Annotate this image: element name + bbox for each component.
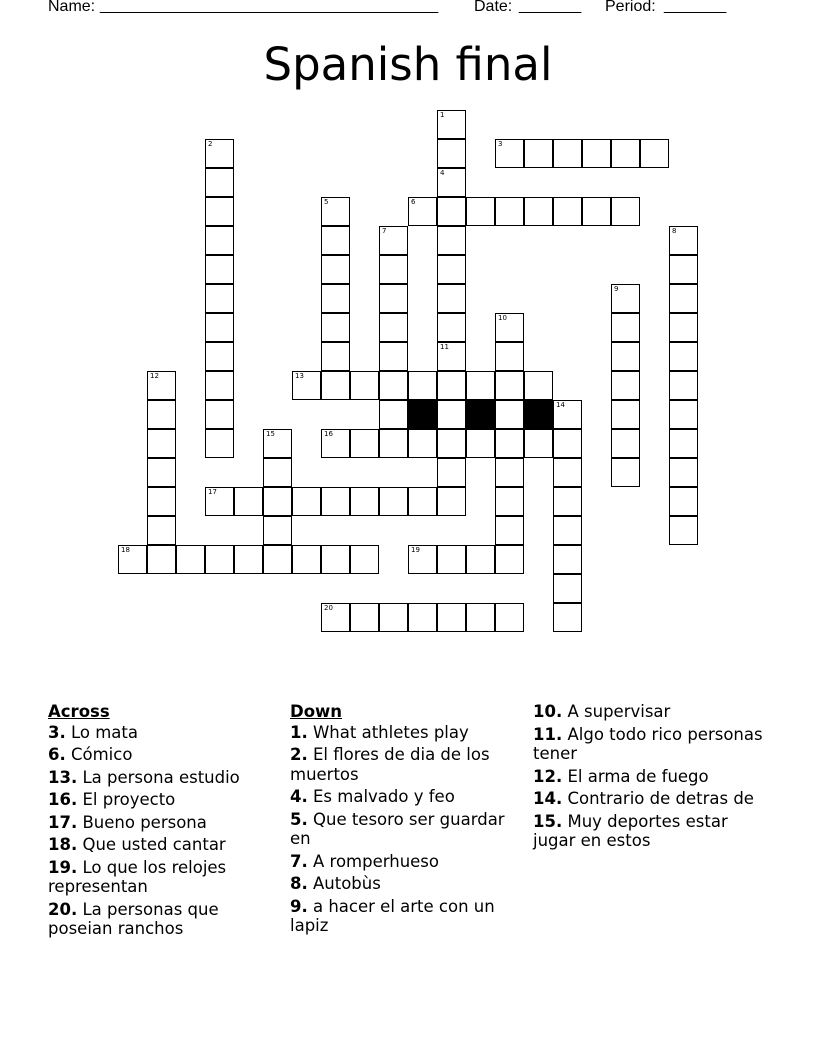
name-label: Name: (48, 0, 96, 15)
grid-cell[interactable] (234, 487, 263, 516)
grid-cell[interactable] (263, 429, 292, 458)
grid-cell[interactable] (379, 313, 408, 342)
grid-cell[interactable] (437, 429, 466, 458)
grid-cell[interactable] (553, 603, 582, 632)
clue-number: 17 (208, 488, 217, 496)
grid-cell[interactable] (408, 487, 437, 516)
grid-cell[interactable] (321, 226, 350, 255)
grid-cell[interactable] (669, 429, 698, 458)
grid-cell[interactable] (466, 371, 495, 400)
grid-cell[interactable] (495, 342, 524, 371)
grid-cell[interactable] (147, 371, 176, 400)
grid-cell[interactable] (611, 429, 640, 458)
grid-cell[interactable] (495, 197, 524, 226)
grid-cell[interactable] (379, 226, 408, 255)
grid-cell[interactable] (437, 197, 466, 226)
grid-cell[interactable] (582, 197, 611, 226)
grid-cell[interactable] (437, 139, 466, 168)
grid-cell[interactable] (524, 197, 553, 226)
grid-cell[interactable] (321, 429, 350, 458)
grid-cell[interactable] (205, 487, 234, 516)
black-cell (524, 400, 553, 429)
grid-cell[interactable] (437, 603, 466, 632)
clue-item (48, 723, 280, 743)
clue-item (290, 723, 522, 743)
grid-cell[interactable] (495, 603, 524, 632)
clue-num: 12. (533, 766, 563, 786)
grid-cell[interactable] (437, 284, 466, 313)
clue-number: 4 (440, 169, 445, 177)
grid-cell[interactable] (437, 226, 466, 255)
clue-text: Algo todo rico personas tener (533, 724, 763, 763)
clue-text: La persona estudio (77, 767, 240, 787)
clue-num: 14. (533, 789, 563, 808)
grid-cell[interactable] (408, 603, 437, 632)
grid-cell[interactable] (350, 487, 379, 516)
grid-cell[interactable] (437, 487, 466, 516)
grid-cell[interactable] (524, 429, 553, 458)
clue-text: Es malvado y feo (307, 787, 455, 806)
grid-cell[interactable] (408, 371, 437, 400)
grid-cell[interactable] (437, 110, 466, 139)
grid-cell[interactable] (495, 313, 524, 342)
grid-cell[interactable] (495, 458, 524, 487)
grid-cell[interactable] (205, 342, 234, 371)
clue-item (290, 852, 522, 872)
grid-cell[interactable] (437, 168, 466, 197)
black-cell (466, 400, 495, 429)
grid-cell[interactable] (466, 603, 495, 632)
clue-item (48, 745, 280, 765)
grid-cell[interactable] (524, 371, 553, 400)
clue-text: A romperhueso (307, 851, 439, 871)
clue-num: 15. (533, 811, 563, 831)
grid-cell[interactable] (263, 545, 292, 574)
grid-cell[interactable] (553, 516, 582, 545)
period-line[interactable]: _______ (664, 0, 727, 14)
grid-cell[interactable] (553, 545, 582, 574)
clue-text: Que usted cantar (77, 835, 226, 854)
clue-num: 8. (290, 874, 308, 893)
grid-cell[interactable] (263, 516, 292, 545)
grid-cell[interactable] (263, 487, 292, 516)
grid-cell[interactable] (350, 545, 379, 574)
clue-number: 9 (614, 285, 619, 293)
grid-cell[interactable] (176, 545, 205, 574)
clue-text: Cómico (65, 745, 133, 764)
clue-item (533, 702, 765, 722)
clue-item (48, 835, 280, 855)
grid-cell[interactable] (553, 139, 582, 168)
clue-text: Bueno persona (77, 812, 207, 832)
grid-cell[interactable] (205, 284, 234, 313)
grid-cell[interactable] (205, 255, 234, 284)
period-label: Period: (605, 0, 656, 15)
grid-cell[interactable] (350, 603, 379, 632)
black-cell (408, 400, 437, 429)
grid-cell[interactable] (350, 371, 379, 400)
clue-text: What athletes play (307, 722, 469, 742)
clue-text: Lo que los relojes representan (48, 857, 227, 896)
grid-cell[interactable] (611, 400, 640, 429)
clue-num: 1. (290, 722, 308, 742)
clue-item (290, 810, 522, 849)
grid-cell[interactable] (321, 255, 350, 284)
grid-cell[interactable] (466, 429, 495, 458)
grid-cell[interactable] (553, 574, 582, 603)
grid-cell[interactable] (321, 545, 350, 574)
grid-cell[interactable] (292, 487, 321, 516)
grid-cell[interactable] (408, 197, 437, 226)
clue-text: Contrario de detras de (562, 789, 754, 808)
grid-cell[interactable] (379, 429, 408, 458)
clue-item (48, 900, 280, 939)
clue-text: Muy deportes estar jugar en estos (533, 811, 728, 850)
grid-cell[interactable] (611, 313, 640, 342)
grid-cell[interactable] (611, 197, 640, 226)
clue-text: La personas que poseian ranchos (48, 899, 219, 938)
clue-number: 12 (150, 372, 159, 380)
grid-cell[interactable] (495, 429, 524, 458)
grid-cell[interactable] (147, 487, 176, 516)
grid-cell[interactable] (321, 371, 350, 400)
grid-cell[interactable] (582, 139, 611, 168)
grid-cell[interactable] (147, 429, 176, 458)
clue-number: 19 (411, 546, 420, 554)
grid-cell[interactable] (611, 458, 640, 487)
grid-cell[interactable] (611, 342, 640, 371)
grid-cell[interactable] (205, 226, 234, 255)
grid-cell[interactable] (669, 313, 698, 342)
clue-number: 13 (295, 372, 304, 380)
grid-cell[interactable] (321, 603, 350, 632)
clue-num: 2. (290, 745, 308, 764)
grid-cell[interactable] (669, 284, 698, 313)
clue-number: 2 (208, 140, 213, 148)
clue-num: 6. (48, 745, 66, 764)
grid-cell[interactable] (205, 168, 234, 197)
grid-cell[interactable] (495, 487, 524, 516)
grid-cell[interactable] (669, 342, 698, 371)
grid-cell[interactable] (437, 458, 466, 487)
grid-cell[interactable] (669, 516, 698, 545)
clue-num: 5. (290, 809, 308, 829)
down-clues (290, 702, 522, 939)
grid-cell[interactable] (466, 197, 495, 226)
grid-cell[interactable] (147, 545, 176, 574)
clue-text: Autobùs (307, 874, 381, 893)
grid-cell[interactable] (379, 342, 408, 371)
clue-number: 11 (440, 343, 449, 351)
clue-number: 14 (556, 401, 565, 409)
grid-cell[interactable] (321, 487, 350, 516)
grid-cell[interactable] (553, 487, 582, 516)
clue-text: El flores de dia de los muertos (290, 745, 490, 784)
date-label: Date: (474, 0, 513, 15)
grid-cell[interactable] (611, 139, 640, 168)
down-clues-continued (533, 702, 765, 854)
clue-text: Lo mata (65, 722, 139, 742)
clue-num: 20. (48, 899, 78, 919)
clue-number: 16 (324, 430, 333, 438)
page-title: Spanish final (263, 38, 553, 91)
grid-cell[interactable] (379, 487, 408, 516)
grid-cell[interactable] (669, 487, 698, 516)
grid-cell[interactable] (379, 284, 408, 313)
grid-cell[interactable] (437, 371, 466, 400)
grid-cell[interactable] (292, 545, 321, 574)
grid-cell[interactable] (234, 545, 263, 574)
grid-cell[interactable] (495, 400, 524, 429)
across-clues (48, 702, 280, 942)
grid-cell[interactable] (321, 197, 350, 226)
grid-cell[interactable] (408, 545, 437, 574)
grid-cell[interactable] (669, 400, 698, 429)
clue-num: 18. (48, 835, 78, 854)
grid-cell[interactable] (205, 400, 234, 429)
clue-number: 7 (382, 227, 387, 235)
clue-item (48, 813, 280, 833)
grid-cell[interactable] (669, 371, 698, 400)
clue-text: a hacer el arte con un lapiz (290, 896, 495, 935)
grid-cell[interactable] (205, 197, 234, 226)
clue-item (533, 725, 765, 764)
clue-item (290, 787, 522, 807)
grid-cell[interactable] (379, 371, 408, 400)
grid-cell[interactable] (611, 371, 640, 400)
clue-number: 8 (672, 227, 677, 235)
clue-item (290, 745, 522, 784)
clue-item (533, 789, 765, 809)
grid-cell[interactable] (437, 342, 466, 371)
grid-cell[interactable] (495, 516, 524, 545)
grid-cell[interactable] (292, 371, 321, 400)
date-line[interactable]: _______ (519, 0, 582, 14)
grid-cell[interactable] (495, 139, 524, 168)
grid-cell[interactable] (263, 458, 292, 487)
clue-num: 9. (290, 896, 308, 916)
grid-cell[interactable] (379, 603, 408, 632)
clue-num: 19. (48, 857, 78, 877)
grid-cell[interactable] (147, 458, 176, 487)
grid-cell[interactable] (118, 545, 147, 574)
clue-number: 6 (411, 198, 416, 206)
clue-number: 10 (498, 314, 507, 322)
clue-item (533, 767, 765, 787)
grid-cell[interactable] (321, 313, 350, 342)
clue-text: Que tesoro ser guardar en (290, 809, 505, 848)
clue-text: El arma de fuego (562, 766, 709, 786)
clue-item (290, 874, 522, 894)
clue-number: 3 (498, 140, 503, 148)
grid-cell[interactable] (553, 197, 582, 226)
clue-number: 1 (440, 111, 445, 119)
clue-item (533, 812, 765, 851)
clue-num: 4. (290, 787, 308, 806)
grid-cell[interactable] (437, 313, 466, 342)
clue-number: 15 (266, 430, 275, 438)
clue-num: 10. (533, 702, 563, 721)
clue-text: A supervisar (562, 702, 671, 721)
grid-cell[interactable] (205, 429, 234, 458)
grid-cell[interactable] (611, 284, 640, 313)
grid-cell[interactable] (379, 400, 408, 429)
grid-cell[interactable] (437, 545, 466, 574)
grid-cell[interactable] (205, 313, 234, 342)
grid-cell[interactable] (321, 342, 350, 371)
across-heading: Across (48, 702, 110, 721)
grid-cell[interactable] (147, 400, 176, 429)
grid-cell[interactable] (553, 400, 582, 429)
grid-cell[interactable] (669, 226, 698, 255)
grid-cell[interactable] (553, 458, 582, 487)
grid-cell[interactable] (205, 545, 234, 574)
grid-cell[interactable] (495, 545, 524, 574)
clue-number: 20 (324, 604, 333, 612)
grid-cell[interactable] (669, 458, 698, 487)
grid-cell[interactable] (437, 255, 466, 284)
grid-cell[interactable] (524, 139, 553, 168)
grid-cell[interactable] (205, 139, 234, 168)
clue-number: 5 (324, 198, 329, 206)
grid-cell[interactable] (147, 516, 176, 545)
name-line[interactable]: ______________________________________ (100, 0, 439, 14)
grid-cell[interactable] (640, 139, 669, 168)
clue-num: 13. (48, 767, 78, 787)
clue-num: 7. (290, 851, 308, 871)
clue-item (48, 790, 280, 810)
clue-item (48, 768, 280, 788)
grid-cell[interactable] (553, 429, 582, 458)
grid-cell[interactable] (350, 429, 379, 458)
clue-item (290, 897, 522, 936)
down-heading: Down (290, 702, 343, 721)
clue-num: 3. (48, 722, 66, 742)
grid-cell[interactable] (408, 429, 437, 458)
clue-text: El proyecto (77, 790, 176, 809)
clue-num: 11. (533, 724, 563, 744)
grid-cell[interactable] (205, 371, 234, 400)
grid-cell[interactable] (437, 400, 466, 429)
grid-cell[interactable] (495, 371, 524, 400)
clue-item (48, 858, 280, 897)
grid-cell[interactable] (669, 255, 698, 284)
clue-number: 18 (121, 546, 130, 554)
clue-num: 17. (48, 812, 78, 832)
grid-cell[interactable] (466, 545, 495, 574)
grid-cell[interactable] (379, 255, 408, 284)
grid-cell[interactable] (321, 284, 350, 313)
clue-num: 16. (48, 790, 78, 809)
